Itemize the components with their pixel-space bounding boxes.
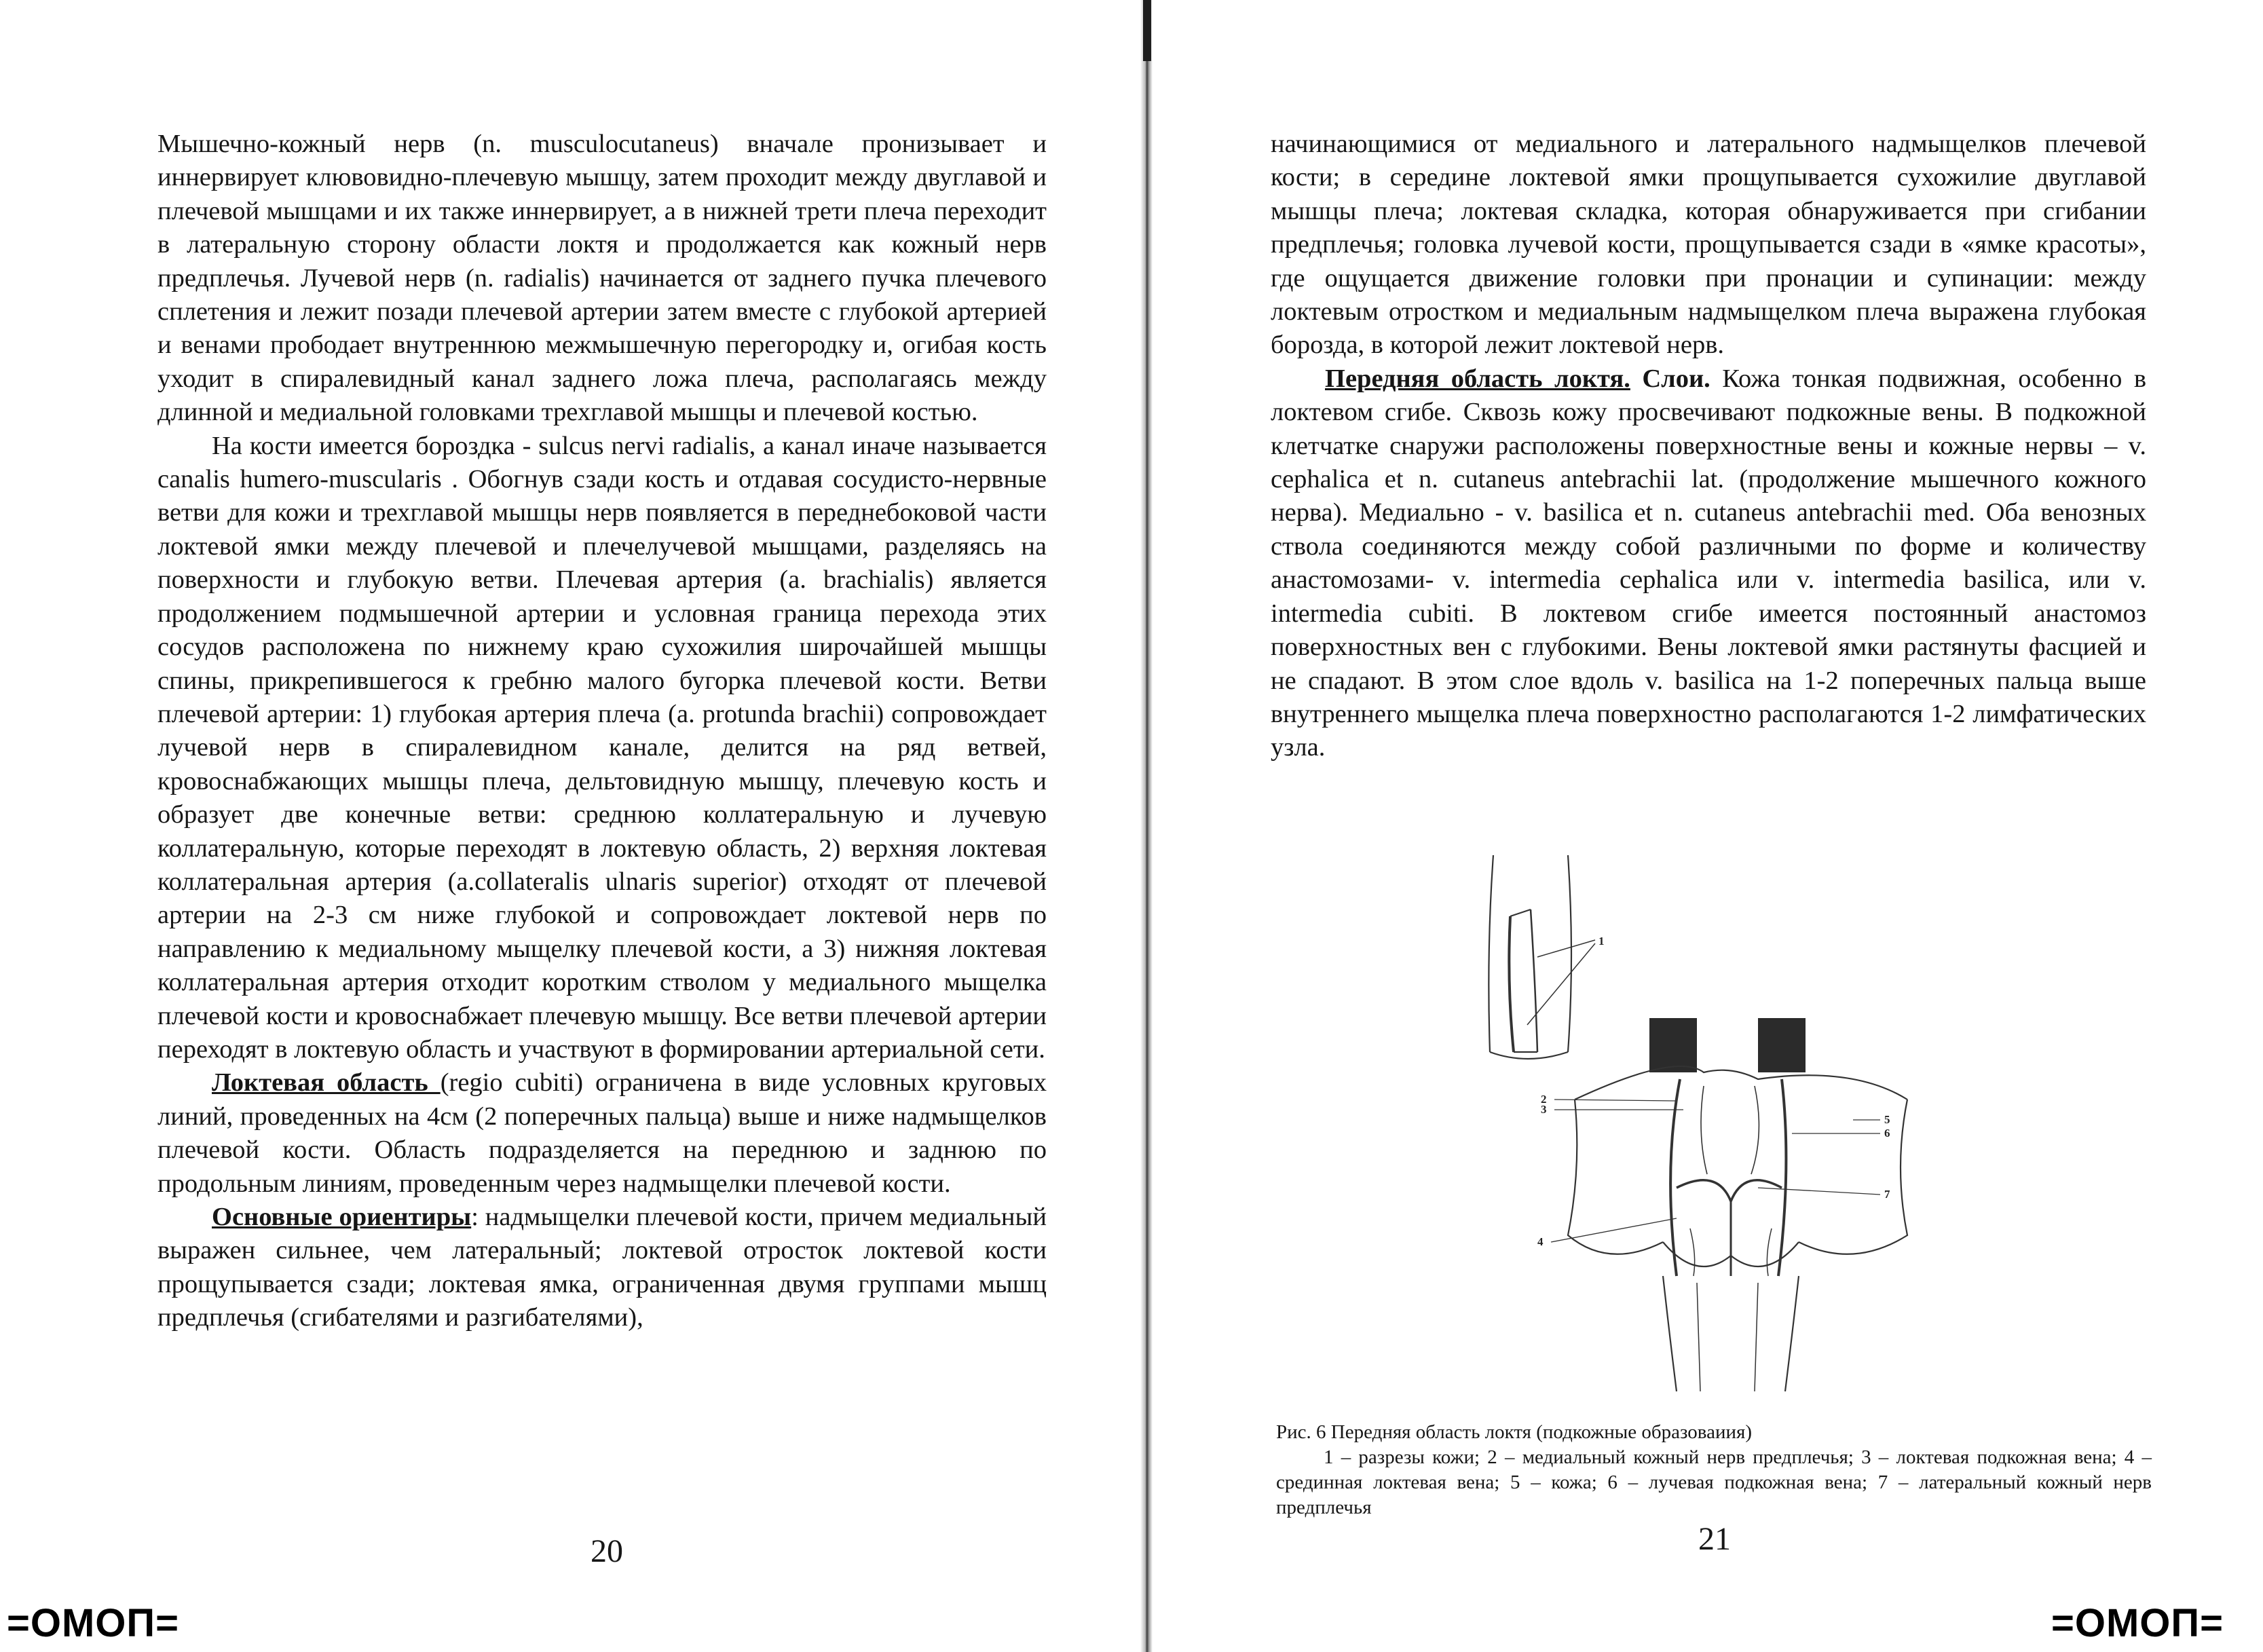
inset-incision-top — [1510, 909, 1531, 916]
figure-label-2: 2 — [1541, 1093, 1547, 1106]
leader-line-1b — [1527, 943, 1595, 1025]
inset-arm-outline-right — [1568, 855, 1571, 1052]
skin-flap-right — [1799, 1100, 1907, 1254]
page-number-left: 20 — [591, 1533, 623, 1569]
figure-caption — [1276, 1420, 2152, 1520]
section-heading-elbow-region: Локтевая область — [212, 1068, 441, 1097]
left-paragraph-4 — [157, 1201, 1047, 1335]
right-page-text — [1271, 128, 2146, 765]
forearm-vein-1 — [1697, 1283, 1700, 1391]
caption-legend: 1 – разрезы кожи; 2 – медиальный кожный нерв предплечья; 3 – локтевая подкожная вена; 4 – срединная локтевая вена; 5 – кожа; 6 – лучевая подкожная вена; 7 – латеральный кожный нерв предплечья — [1276, 1446, 2152, 1518]
right-paragraph-2 — [1271, 362, 2146, 765]
median-cubital-vein — [1677, 1180, 1782, 1201]
caption-title: Рис. 6 Передняя область локтя (подкожные образоваиия) — [1276, 1421, 1753, 1443]
left-paragraph-4-text: : надмыщелки плечевой кости, причем медиальный выражен сильнее, чем латеральный; локтевой отросток локтевой кости прощупывается сзади; локтевая ямка, ограниченная двумя группами мышц предплечья (сгибателями и разгибателями), — [157, 1203, 1047, 1332]
figure-label-1: 1 — [1598, 935, 1605, 947]
section-heading-anterior-elbow: Передняя область локтя. — [1325, 364, 1630, 393]
figure-label-6: 6 — [1884, 1127, 1890, 1140]
watermark-left: =ОМОП= — [7, 1601, 179, 1645]
left-paragraph-3 — [157, 1066, 1047, 1201]
book-spine — [1140, 0, 1153, 1652]
cephalic-vein — [1670, 1079, 1680, 1276]
lateral-cutaneous-nerve — [1701, 1086, 1707, 1174]
figure-label-3: 3 — [1541, 1103, 1547, 1116]
left-paragraph-3-text: (regio cubiti) ограничена в виде условных круговых линий, проведенных на 4см (2 поперечных пальца) выше и ниже надмыщелков плечевой кости. Область подразделяется на переднюю и заднюю по продольным линиям, проведенным через надмыщелки плечевой кости. — [157, 1068, 1047, 1198]
figure-label-5: 5 — [1884, 1113, 1890, 1126]
left-paragraph-1: Мышечно-кожный нерв (n. musculocutaneus) вначале пронизывает и иннервирует клювовидно-плечевую мышцу, затем проходит между двуглавой и плечевой мышцами и их также иннервирует, а в нижней трети плеча переходит в латеральную сторону области локтя и продолжается как кожный нерв предплечья. Лучевой нерв (n. radialis) начинается от заднего пучка плечевого сплетения и лежит позади плечевой артерии затем вместе с глубокой артерией и венами прободает внутреннюю межмышечную перегородку и, огибая кость уходит в спиралевидный канал заднего ложа плеча, располагаясь между длинной и медиальной головками трехглавой мышцы и плечевой костью. — [157, 130, 1047, 427]
forearm-outline-right — [1785, 1276, 1799, 1391]
right-paragraph-2-text: Кожа тонкая подвижная, особенно в локтевом сгибе. Сквозь кожу просвечивают подкожные вены. В подкожной клетчатке снаружи расположены поверхностные вены и кожные нервы – v. cephalica et n. cutaneus antebrachii lat. (продолжение мышечного кожного нерва). Медиально - v. basilica et n. cutaneus antebrachii med. Оба венозных ствола соединяются между собой различными по форме и количеству анастомозами- v. intermedia cephalica или v. intermedia basilica, или v. intermedia cubiti. В локтевом сгибе имеется постоянный анастомоз поверхностных вен с глубокими. Вены локтевой ямки растянуты фасцией и не спадают. В этом слое вдоль v. basilica на 1-2 поперечных пальца выше внутреннего мыщелка плеча поверхностно располагаются 1-2 лимфатических узла. — [1271, 364, 2146, 762]
figure-label-7: 7 — [1884, 1188, 1890, 1201]
upper-arm-dark-right — [1758, 1018, 1806, 1072]
left-paragraph-2: На кости имеется бороздка - sulcus nervi radialis, а канал иначе называется canalis humero-muscularis . Обогнув сзади кость и отдавая сосудисто-нервные ветви для кожи и трехглавой мышцы нерв появляется в переднебоковой части локтевой ямки между плечевой и плечелучевой мышцами, разделяясь на поверхности и глубокую ветви. Плечевая артерия (a. brachialis) является продолжением подмышечной артерии и условная граница перехода этих сосудов расположена по нижнему краю сухожилия широчайшей мышцы спины, прикрепившегося к гребню малого бугорка плечевой кости. Ветви плечевой артерии: 1) глубокая артерия плеча (a. protunda brachii) сопровождает лучевой нерв в спиралевидном канале, делится на ряд ветвей, кровоснабжающих мышцы плеча, дельтовидную мышцу, плечевую кость и образует две конечные ветви: среднюю коллатеральную и лучевую коллатеральную, которые переходят в локтевую область, 2) верхняя локтевая коллатеральная артерия (a.collateralis ulnaris superior) отходят от плечевой артерии на 2-3 см ниже глубокой и сопровождает локтевой нерв по направлению к медиальному мыщелку плечевой кости, а 3) нижняя локтевая коллатеральная артерия отходит коротким стволом у медиального мыщелка плечевой кости и кровоснабжает плечевую мышцу. Все ветви плечевой артерии переходят в локтевую область и участвуют в формировании артериальной сети. — [157, 431, 1047, 1064]
figure-label-4: 4 — [1537, 1235, 1544, 1248]
nerve-branch-2 — [1767, 1228, 1772, 1276]
forearm-vein-2 — [1755, 1283, 1758, 1391]
subheading-layers: Слои. — [1630, 364, 1710, 393]
skin-flap-left — [1568, 1100, 1663, 1254]
forearm-outline-left — [1663, 1276, 1677, 1391]
leader-line-2 — [1554, 1100, 1677, 1101]
inset-arm-bottom — [1490, 1052, 1568, 1059]
right-paragraph-1: начинающимися от медиального и латерального надмыщелков плечевой кости; в середине локтевой ямки прощупывается сухожилие двуглавой мышцы плеча; локтевая складка, которая обнаруживается при сгибании предплечья; головка лучевой кости, прощупывается сзади в «ямке красоты», где ощущается движение головки при пронации и супинации: между локтевым отростком и медиальным надмыщелком плеча выражена глубокая борозда, в которой лежит локтевой нерв. — [1271, 130, 2146, 360]
upper-arm-dark-left — [1649, 1018, 1697, 1072]
page-number-right: 21 — [1698, 1521, 1731, 1557]
anatomy-figure — [1473, 848, 1962, 1419]
watermark-right: =ОМОП= — [2051, 1601, 2224, 1645]
leader-line-7 — [1758, 1188, 1880, 1195]
inset-incision-1 — [1509, 916, 1514, 1052]
inset-incision-2 — [1531, 909, 1537, 1052]
section-heading-landmarks: Основные ориентиры — [212, 1203, 472, 1231]
spine-shadow — [1143, 0, 1151, 61]
basilic-vein — [1778, 1079, 1786, 1276]
skin-flap-top — [1575, 1066, 1907, 1100]
inset-arm-outline-left — [1489, 855, 1493, 1052]
nerve-branch-1 — [1690, 1228, 1695, 1276]
left-page-text — [157, 128, 1047, 1335]
medial-cutaneous-nerve — [1751, 1086, 1759, 1174]
